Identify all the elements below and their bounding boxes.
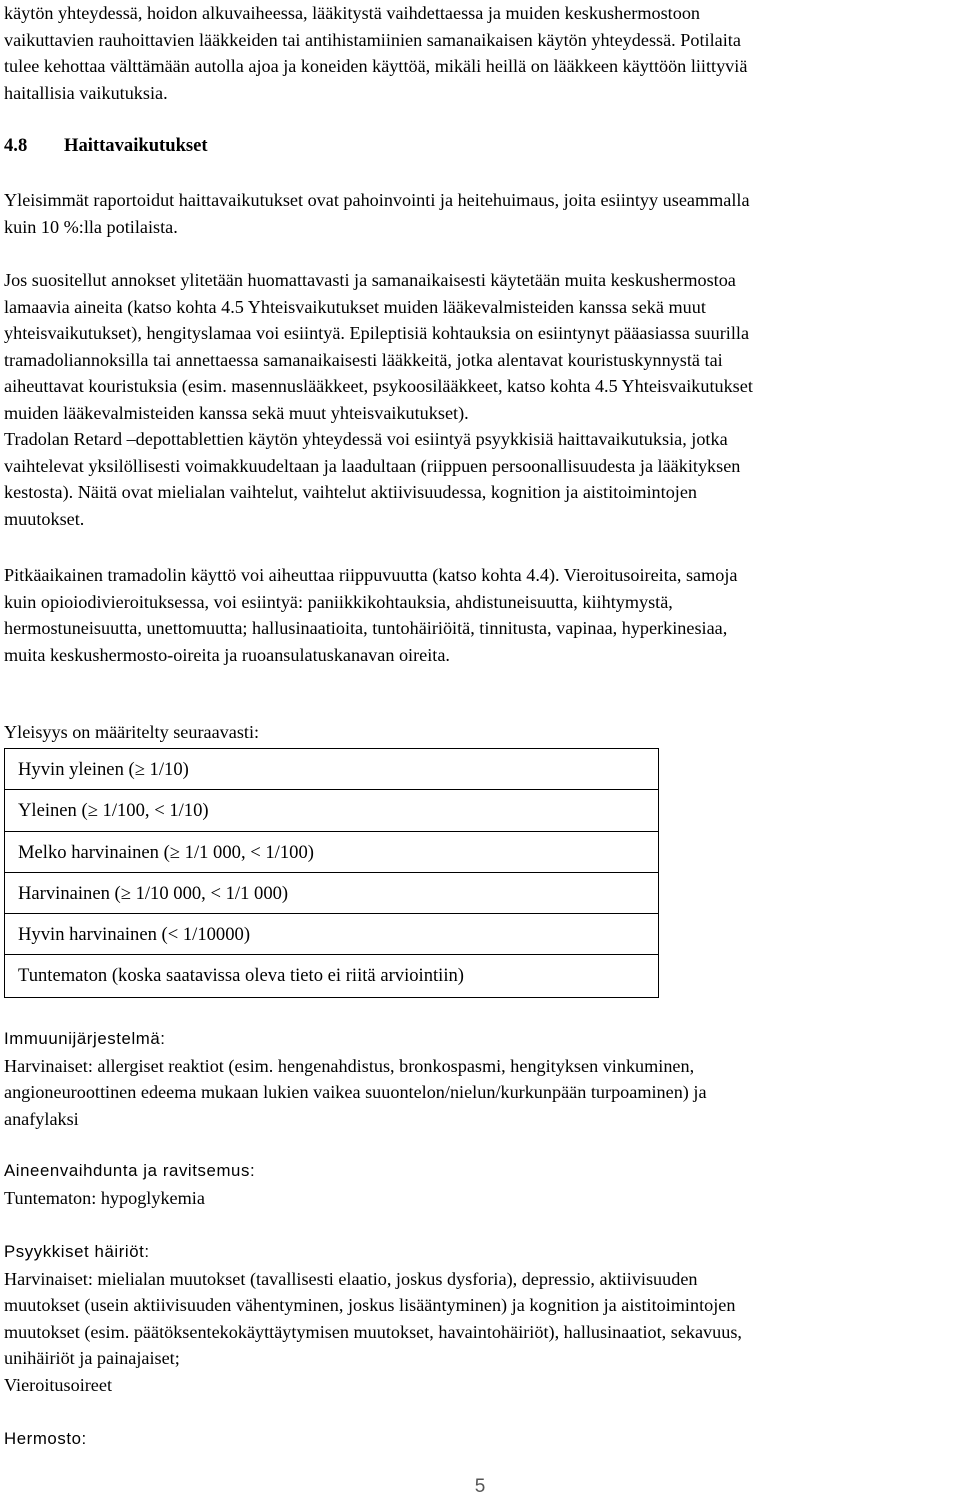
psychiatric-text bbox=[4, 1266, 742, 1399]
overdose-paragraph bbox=[4, 267, 753, 532]
frequency-row: Hyvin yleinen (≥ 1/10) bbox=[5, 749, 658, 790]
metabolism-text bbox=[4, 1185, 255, 1212]
text-line: Yleisyys on määritelty seuraavasti: bbox=[4, 722, 260, 742]
text-line: muutokset (usein aktiivisuuden vähentyminen, joskus lisääntyminen) ja kognition ja aistitoimintojen bbox=[4, 1295, 736, 1315]
text-line: vaihtelevat yksilöllisesti voimakkuudeltaan ja laadultaan (riippuen persoonallisuudesta ja lääkityksen bbox=[4, 455, 741, 476]
text-line: Vieroitusoireet bbox=[4, 1374, 112, 1395]
frequency-row: Harvinainen (≥ 1/10 000, < 1/1 000) bbox=[5, 873, 658, 914]
text-line: Jos suositellut annokset ylitetään huomattavasti ja samanaikaisesti käytetään muita keskushermostoa bbox=[4, 270, 736, 290]
metabolism-section bbox=[4, 1158, 255, 1211]
longterm-paragraph bbox=[4, 562, 737, 668]
frequency-row: Tuntematon (koska saatavissa oleva tieto ei riitä arviointiin) bbox=[18, 965, 464, 987]
text-line: Yleisimmät raportoidut haittavaikutukset ovat pahoinvointi ja heitehuimaus, joita esiintyy useammalla bbox=[4, 190, 750, 210]
text-line: muutokset (esim. päätöksentekokäyttäytymisen muutokset, havaintohäiriöt), hallusinaatiot, sekavuus, bbox=[4, 1321, 742, 1342]
intro-paragraph bbox=[4, 0, 747, 106]
text-line: Harvinaiset: mielialan muutokset (tavallisesti elaatio, joskus dysforia), depressio, aktiivisuuden bbox=[4, 1268, 698, 1289]
text-line: anafylaksi bbox=[4, 1108, 79, 1129]
text-line: yhteisvaikutukset), hengityslamaa voi esiintyä. Epileptisiä kohtauksia on esiintynyt pääasiassa suurilla bbox=[4, 323, 750, 343]
text-line: hermostuneisuutta, unettomuutta; hallusinaatioita, tuntohäiriöitä, tinnitusta, vapinaa, hyperkinesiaa, bbox=[4, 618, 728, 638]
section-heading bbox=[4, 133, 208, 160]
text-line: Tradolan Retard –depottablettien käytön yhteydessä voi esiintyä psyykkisiä haittavaikutuksia, jotka bbox=[4, 429, 728, 449]
text-line: muita keskushermosto-oireita ja ruoansulatuskanavan oireita. bbox=[4, 644, 450, 665]
text-line: Harvinaiset: allergiset reaktiot (esim. hengenahdistus, bronkospasmi, hengityksen vinkuminen, bbox=[4, 1055, 695, 1076]
text-line: kuin 10 %:lla potilaista. bbox=[4, 216, 178, 237]
common-effects-paragraph bbox=[4, 187, 750, 240]
frequency-intro bbox=[4, 719, 259, 746]
text-line: tulee kehottaa välttämään autolla ajoa ja koneiden käyttöä, mikäli heillä on lääkkeen käyttöön liittyviä bbox=[4, 56, 748, 76]
immune-section bbox=[4, 1026, 707, 1132]
subheading-metabolism: Aineenvaihdunta ja ravitsemus: bbox=[4, 1161, 256, 1180]
frequency-row: Yleinen (≥ 1/100, < 1/10) bbox=[5, 790, 658, 831]
text-line: aiheuttavat kouristuksia (esim. masennuslääkkeet, psykoosilääkkeet, katso kohta 4.5 Yhteisvaikutukset bbox=[4, 376, 753, 396]
immune-text bbox=[4, 1053, 707, 1133]
text-line: haitallisia vaikutuksia. bbox=[4, 82, 168, 103]
text-line: Tuntematon: hypoglykemia bbox=[4, 1187, 205, 1208]
text-line: muiden lääkevalmisteiden kanssa sekä muut yhteisvaikutukset). bbox=[4, 402, 469, 423]
page-number: 5 bbox=[474, 1476, 486, 1497]
text-line: unihäiriöt ja painajaiset; bbox=[4, 1348, 180, 1368]
section-number: 4.8 bbox=[4, 135, 28, 156]
text-line: lamaavia aineita (katso kohta 4.5 Yhteisvaikutukset muiden lääkevalmisteiden kanssa sekä muut bbox=[4, 296, 706, 317]
nervous-section bbox=[4, 1426, 87, 1453]
frequency-row: Hyvin harvinainen (< 1/10000) bbox=[5, 914, 658, 955]
subheading-psychiatric: Psyykkiset häiriöt: bbox=[4, 1242, 150, 1261]
text-line: muutokset. bbox=[4, 508, 85, 529]
text-line: tramadoliannoksilla tai annettaessa samanaikaisesti lääkkeitä, jotka alentavat kouristuskynnystä tai bbox=[4, 349, 723, 370]
subheading-nervous: Hermosto: bbox=[4, 1429, 87, 1448]
text-line: kuin opioiodivieroituksessa, voi esiintyä: paniikkikohtauksia, ahdistuneisuutta, kiihtymystä, bbox=[4, 591, 673, 612]
frequency-table bbox=[4, 748, 659, 998]
text-line: vaikuttavien rauhoittavien lääkkeiden tai antihistamiinien samanaikaisen käytön yhteydessä. Potilaita bbox=[4, 29, 741, 50]
text-line: Pitkäaikainen tramadolin käyttö voi aiheuttaa riippuvuutta (katso kohta 4.4). Vieroitusoireita, samoja bbox=[4, 565, 738, 585]
text-line: angioneuroottinen edeema mukaan lukien vaikea suuontelon/nielun/kurkunpään turpoaminen) ja bbox=[4, 1082, 707, 1102]
frequency-row: Melko harvinainen (≥ 1/1 000, < 1/100) bbox=[5, 832, 658, 873]
subheading-immune: Immuunijärjestelmä: bbox=[4, 1029, 166, 1048]
section-title: Haittavaikutukset bbox=[64, 135, 208, 156]
text-line: kestosta). Näitä ovat mielialan vaihtelut, vaihtelut aktiivisuudessa, kognition ja aistitoimintojen bbox=[4, 482, 698, 502]
text-line: käytön yhteydessä, hoidon alkuvaiheessa, lääkitystä vaihdettaessa ja muiden keskushermostoon bbox=[4, 3, 701, 23]
psychiatric-section bbox=[4, 1239, 742, 1398]
